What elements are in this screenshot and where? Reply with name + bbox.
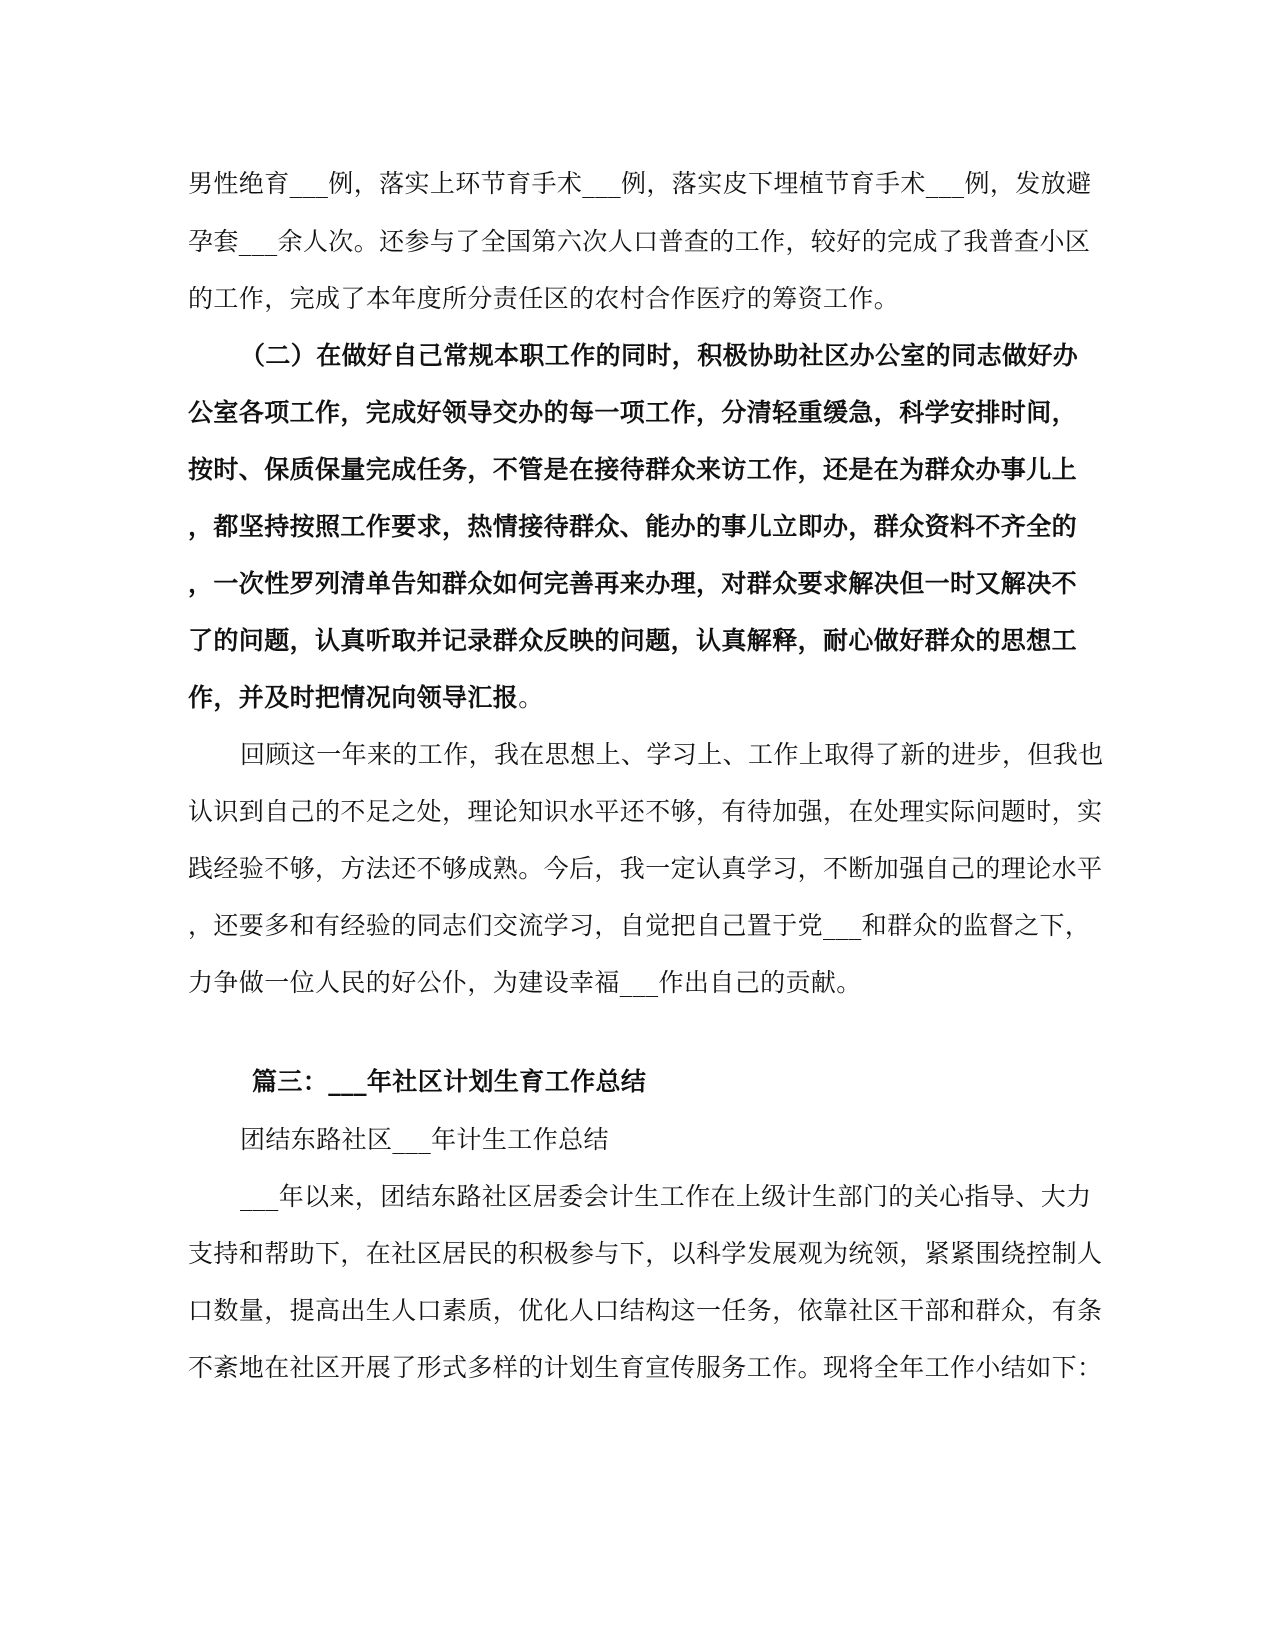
text-line: ___年以来，团结东路社区居委会计生工作在上级计生部门的关心指导、大力	[240, 1182, 1092, 1211]
bold-text-line: 了的问题，认真听取并记录群众反映的问题，认真解释，耐心做好群众的思想工	[188, 626, 1078, 655]
document-subtitle: 团结东路社区___年计生工作总结	[240, 1125, 609, 1154]
bold-text-line: 公室各项工作，完成好领导交办的每一项工作，分清轻重缓急，科学安排时间，	[188, 398, 1078, 427]
text-line: 的工作，完成了本年度所分责任区的农村合作医疗的筹资工作。	[188, 284, 900, 313]
text-line: 孕套___余人次。还参与了全国第六次人口普查的工作，较好的完成了我普查小区	[188, 227, 1091, 256]
text-line: 回顾这一年来的工作，我在思想上、学习上、工作上取得了新的进步，但我也	[240, 740, 1104, 769]
section-heading: 篇三：___年社区计划生育工作总结	[252, 1067, 647, 1096]
text-line: 口数量，提高出生人口素质，优化人口结构这一任务，依靠社区干部和群众，有条	[188, 1296, 1103, 1325]
text-line: 支持和帮助下，在社区居民的积极参与下，以科学发展观为统领，紧紧围绕控制人	[188, 1239, 1103, 1268]
mixed-text-line	[188, 681, 1088, 715]
text-line: 力争做一位人民的好公仆，为建设幸福___作出自己的贡献。	[188, 968, 862, 997]
bold-text-line: ，一次性罗列清单告知群众如何完善再来办理，对群众要求解决但一时又解决不	[188, 569, 1078, 598]
text-line: 认识到自己的不足之处，理论知识水平还不够，有待加强，在处理实际问题时，实	[188, 797, 1103, 826]
text-line: 男性绝育___例，落实上环节育手术___例，落实皮下埋植节育手术___例，发放避	[188, 169, 1092, 198]
text-span: 。	[518, 683, 544, 712]
bold-text-line: ，都坚持按照工作要求，热情接待群众、能办的事儿立即办，群众资料不齐全的	[188, 512, 1078, 541]
bold-text-line: 按时、保质保量完成任务，不管是在接待群众来访工作，还是在为群众办事儿上	[188, 455, 1078, 484]
text-line: 不紊地在社区开展了形式多样的计划生育宣传服务工作。现将全年工作小结如下：	[188, 1353, 1103, 1382]
bold-text-span: 作，并及时把情况向领导汇报	[188, 683, 519, 712]
text-line: 践经验不够，方法还不够成熟。今后，我一定认真学习，不断加强自己的理论水平	[188, 854, 1103, 883]
bold-text-line: （二）在做好自己常规本职工作的同时，积极协助社区办公室的同志做好办	[240, 341, 1079, 370]
text-line: ，还要多和有经验的同志们交流学习，自觉把自己置于党___和群众的监督之下，	[188, 911, 1091, 940]
